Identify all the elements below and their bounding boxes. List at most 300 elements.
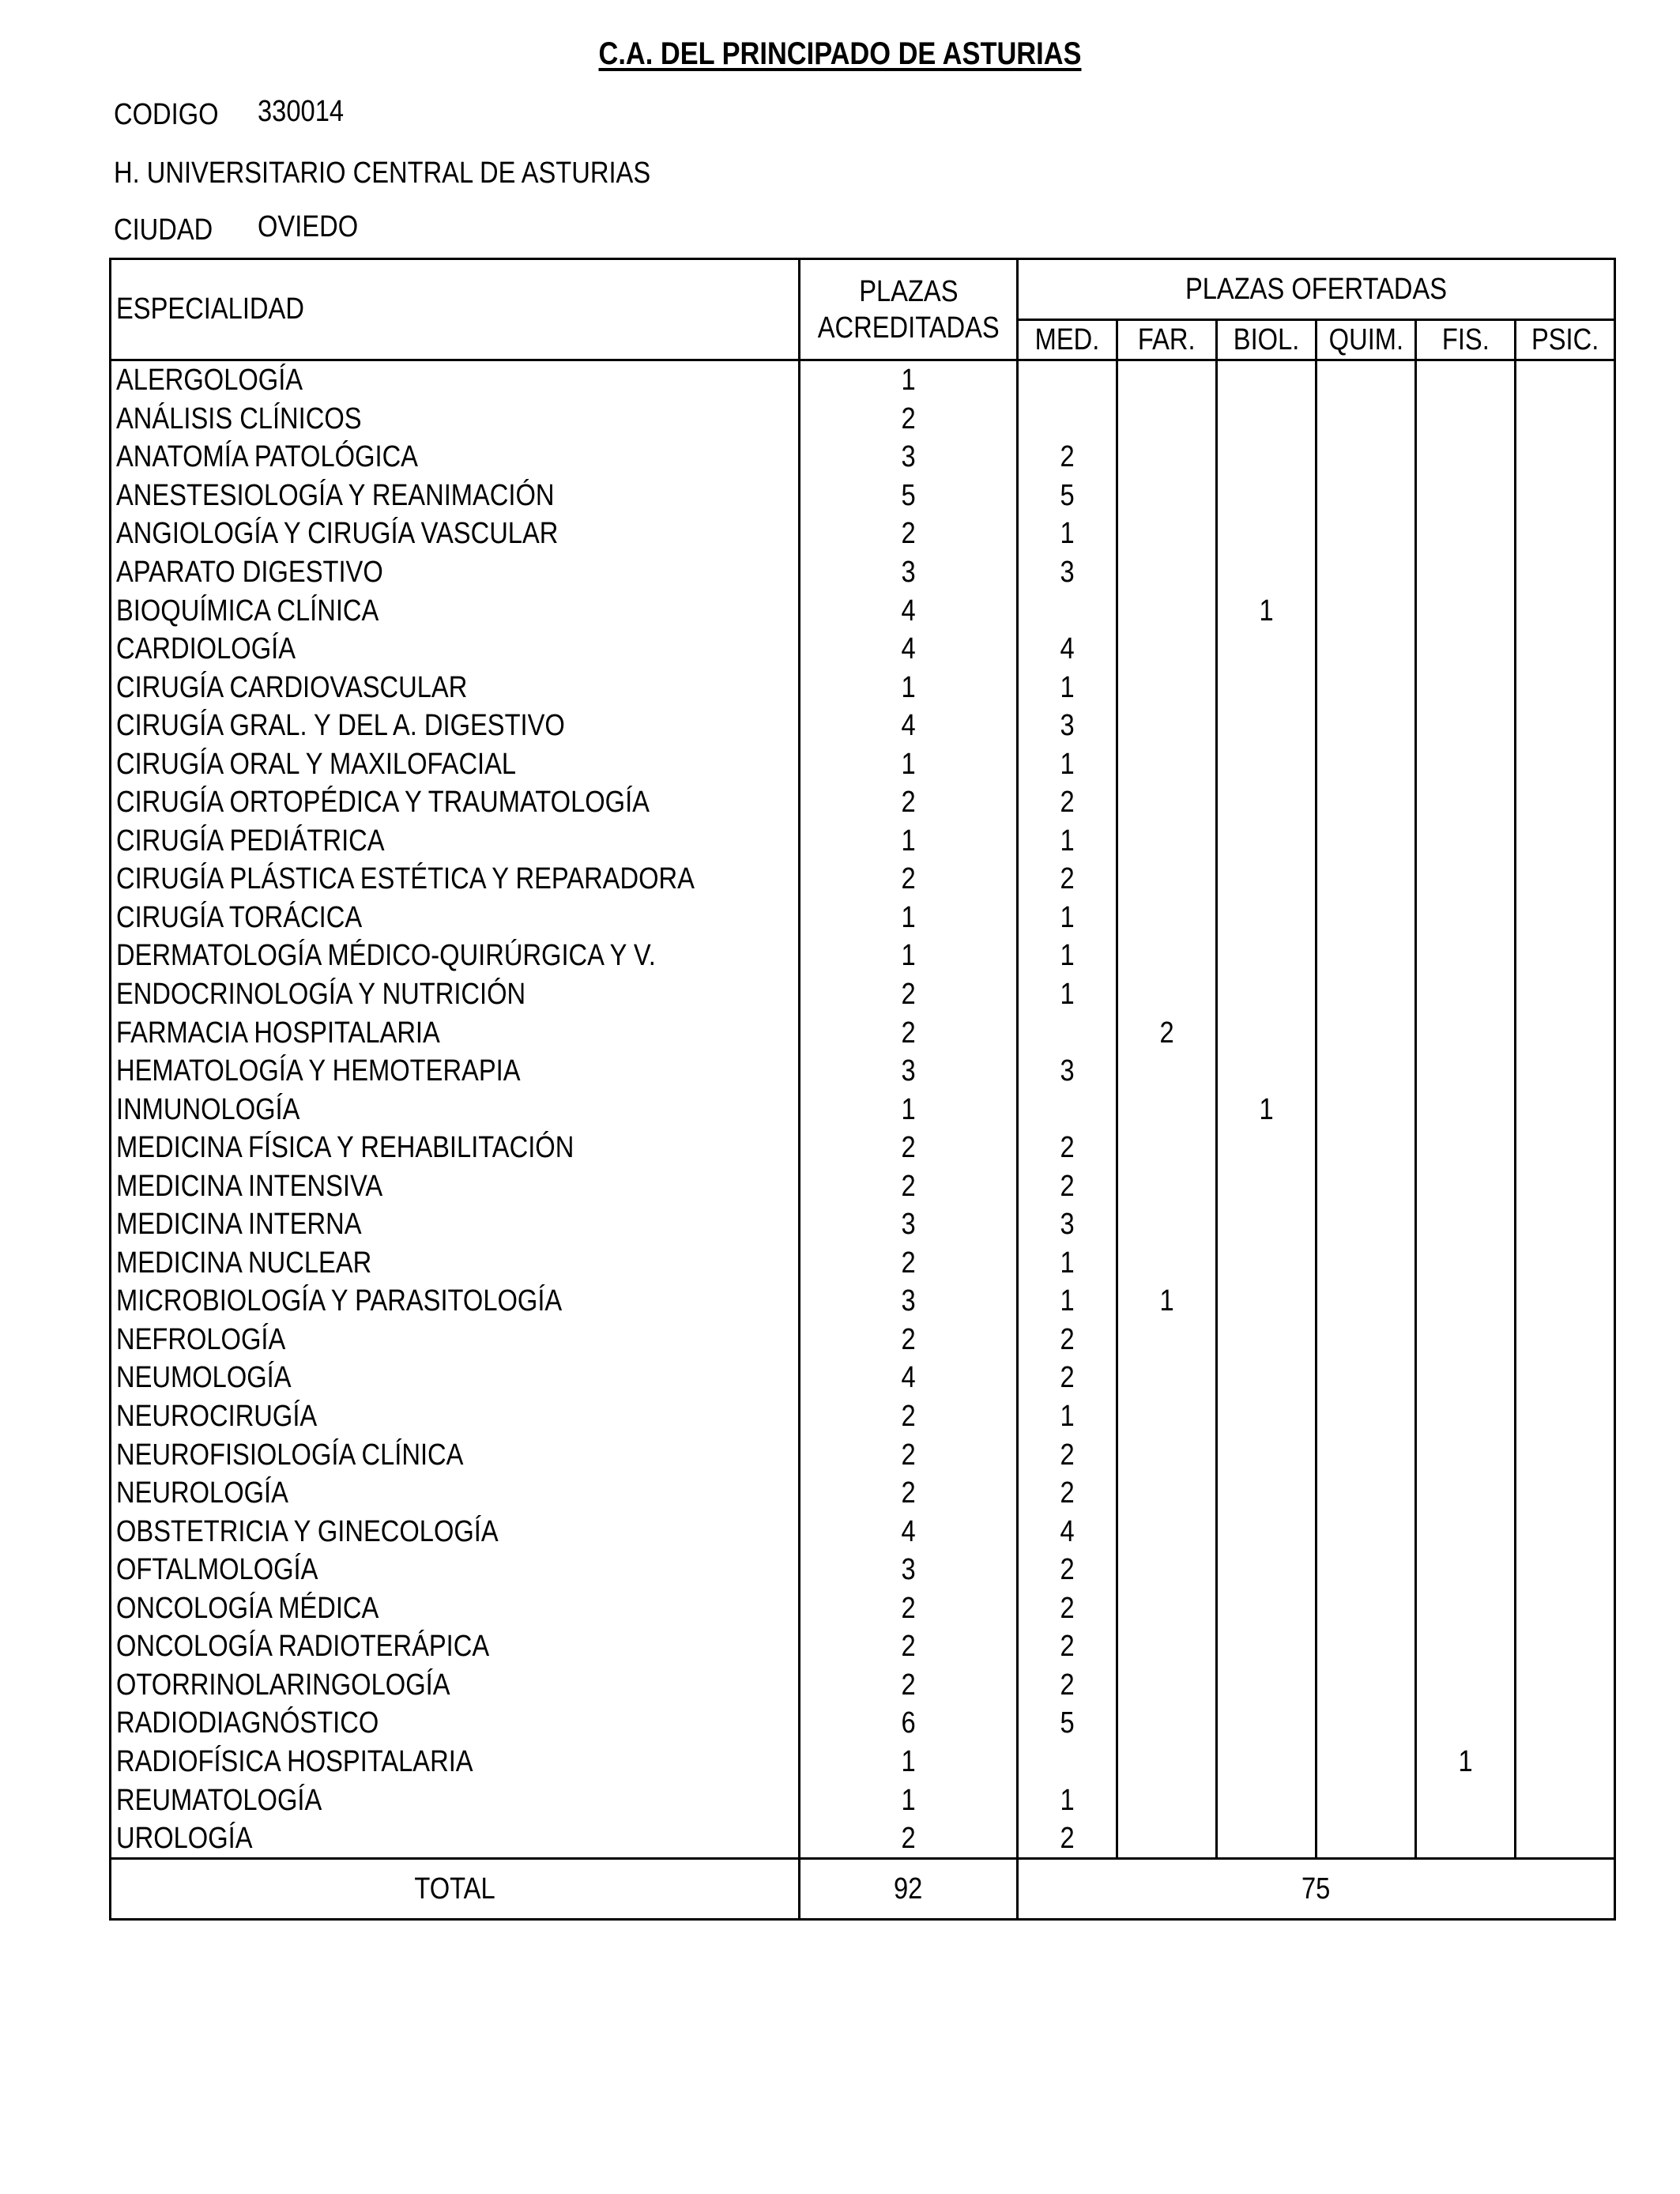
acr-cell: 3 <box>800 1205 1018 1244</box>
far-cell <box>1117 630 1217 669</box>
biol-cell <box>1217 1129 1317 1167</box>
med-cell: 2 <box>1018 1627 1117 1666</box>
fis-cell <box>1416 1435 1516 1474</box>
far-cell <box>1117 1052 1217 1091</box>
acr-cell: 2 <box>800 1397 1018 1436</box>
acr-cell: 2 <box>800 1627 1018 1666</box>
especialidad-cell: ANÁLISIS CLÍNICOS <box>111 400 800 439</box>
especialidad-cell: CIRUGÍA ORAL Y MAXILOFACIAL <box>111 745 800 783</box>
quim-cell <box>1317 591 1416 630</box>
med-cell: 2 <box>1018 1359 1117 1397</box>
psic-cell <box>1516 860 1615 899</box>
quim-cell <box>1317 1512 1416 1551</box>
med-cell: 2 <box>1018 1666 1117 1705</box>
ciudad-label: CIUDAD <box>114 213 213 247</box>
med-cell: 1 <box>1018 515 1117 553</box>
far-cell <box>1117 1781 1217 1819</box>
med-cell <box>1018 1090 1117 1129</box>
far-cell <box>1117 1551 1217 1589</box>
table-row <box>111 745 1615 783</box>
table-row <box>111 707 1615 745</box>
psic-cell <box>1516 783 1615 822</box>
far-cell <box>1117 515 1217 553</box>
especialidad-cell: NEFROLOGÍA <box>111 1321 800 1359</box>
fis-cell: 1 <box>1416 1743 1516 1781</box>
biol-cell <box>1217 1397 1317 1436</box>
quim-cell <box>1317 477 1416 515</box>
acr-cell: 4 <box>800 1359 1018 1397</box>
fis-cell <box>1416 860 1516 899</box>
far-cell <box>1117 1397 1217 1436</box>
psic-cell <box>1516 1359 1615 1397</box>
far-cell <box>1117 1589 1217 1628</box>
header-especialidad: ESPECIALIDAD <box>111 259 800 360</box>
especialidad-cell: CIRUGÍA PEDIÁTRICA <box>111 822 800 861</box>
table-row <box>111 1819 1615 1859</box>
acr-cell: 2 <box>800 1666 1018 1705</box>
acr-cell: 2 <box>800 1589 1018 1628</box>
total-acreditadas: 92 <box>800 1859 1018 1920</box>
table-row <box>111 899 1615 937</box>
especialidad-cell: ANATOMÍA PATOLÓGICA <box>111 438 800 477</box>
far-cell <box>1117 1704 1217 1743</box>
acr-cell: 2 <box>800 1435 1018 1474</box>
table-row <box>111 1435 1615 1474</box>
biol-cell <box>1217 477 1317 515</box>
especialidad-cell: MEDICINA INTERNA <box>111 1205 800 1244</box>
quim-cell <box>1317 1743 1416 1781</box>
especialidad-cell: INMUNOLOGÍA <box>111 1090 800 1129</box>
acr-cell: 2 <box>800 400 1018 439</box>
quim-cell <box>1317 360 1416 400</box>
especialidad-cell: REUMATOLOGÍA <box>111 1781 800 1819</box>
especialidad-cell: OFTALMOLOGÍA <box>111 1551 800 1589</box>
table-row <box>111 1781 1615 1819</box>
fis-cell <box>1416 1397 1516 1436</box>
table-row <box>111 400 1615 439</box>
psic-cell <box>1516 1321 1615 1359</box>
especialidad-cell: CIRUGÍA PLÁSTICA ESTÉTICA Y REPARADORA <box>111 860 800 899</box>
far-cell <box>1117 783 1217 822</box>
psic-cell <box>1516 1282 1615 1321</box>
med-cell: 2 <box>1018 1589 1117 1628</box>
table-row <box>111 1359 1615 1397</box>
far-cell <box>1117 477 1217 515</box>
table-row <box>111 1704 1615 1743</box>
quim-cell <box>1317 1321 1416 1359</box>
far-cell: 1 <box>1117 1282 1217 1321</box>
biol-cell <box>1217 1052 1317 1091</box>
biol-cell <box>1217 1704 1317 1743</box>
far-cell <box>1117 1666 1217 1705</box>
med-cell: 3 <box>1018 553 1117 592</box>
especialidad-cell: ONCOLOGÍA MÉDICA <box>111 1589 800 1628</box>
biol-cell <box>1217 1781 1317 1819</box>
acr-cell: 1 <box>800 1090 1018 1129</box>
psic-cell <box>1516 1819 1615 1859</box>
especialidad-cell: NEUMOLOGÍA <box>111 1359 800 1397</box>
far-cell <box>1117 438 1217 477</box>
table-row <box>111 1321 1615 1359</box>
acr-cell: 1 <box>800 937 1018 975</box>
fis-cell <box>1416 975 1516 1014</box>
acr-cell: 1 <box>800 1743 1018 1781</box>
psic-cell <box>1516 1435 1615 1474</box>
far-cell <box>1117 553 1217 592</box>
biol-cell <box>1217 553 1317 592</box>
quim-cell <box>1317 1282 1416 1321</box>
fis-cell <box>1416 1666 1516 1705</box>
psic-cell <box>1516 1474 1615 1513</box>
far-cell <box>1117 899 1217 937</box>
fis-cell <box>1416 1282 1516 1321</box>
quim-cell <box>1317 1205 1416 1244</box>
acr-cell: 2 <box>800 1129 1018 1167</box>
table-row <box>111 515 1615 553</box>
table-row <box>111 1512 1615 1551</box>
table-row <box>111 783 1615 822</box>
med-cell: 1 <box>1018 937 1117 975</box>
biol-cell <box>1217 1474 1317 1513</box>
biol-cell <box>1217 975 1317 1014</box>
far-cell <box>1117 745 1217 783</box>
biol-cell <box>1217 707 1317 745</box>
far-cell <box>1117 937 1217 975</box>
biol-cell <box>1217 1666 1317 1705</box>
far-cell <box>1117 975 1217 1014</box>
acr-cell: 1 <box>800 745 1018 783</box>
biol-cell <box>1217 515 1317 553</box>
table-row <box>111 553 1615 592</box>
quim-cell <box>1317 1589 1416 1628</box>
biol-cell: 1 <box>1217 1090 1317 1129</box>
table-row <box>111 1397 1615 1436</box>
especialidad-cell: UROLOGÍA <box>111 1819 800 1859</box>
far-cell <box>1117 591 1217 630</box>
psic-cell <box>1516 975 1615 1014</box>
biol-cell <box>1217 1282 1317 1321</box>
especialidad-cell: RADIODIAGNÓSTICO <box>111 1704 800 1743</box>
biol-cell <box>1217 822 1317 861</box>
psic-cell <box>1516 1551 1615 1589</box>
psic-cell <box>1516 1167 1615 1205</box>
biol-cell <box>1217 937 1317 975</box>
far-cell <box>1117 860 1217 899</box>
med-cell: 2 <box>1018 860 1117 899</box>
plazas-table <box>109 258 1616 1921</box>
quim-cell <box>1317 1627 1416 1666</box>
especialidad-cell: ONCOLOGÍA RADIOTERÁPICA <box>111 1627 800 1666</box>
med-cell <box>1018 1013 1117 1052</box>
header-plazas-ofertadas: PLAZAS OFERTADAS <box>1018 259 1615 320</box>
header-sub-column: FIS. <box>1416 320 1516 360</box>
psic-cell <box>1516 553 1615 592</box>
table-row <box>111 668 1615 707</box>
table-row <box>111 860 1615 899</box>
far-cell <box>1117 1743 1217 1781</box>
psic-cell <box>1516 1090 1615 1129</box>
far-cell <box>1117 1819 1217 1859</box>
fis-cell <box>1416 1512 1516 1551</box>
med-cell: 3 <box>1018 1052 1117 1091</box>
psic-cell <box>1516 438 1615 477</box>
especialidad-cell: ENDOCRINOLOGÍA Y NUTRICIÓN <box>111 975 800 1014</box>
quim-cell <box>1317 1052 1416 1091</box>
especialidad-cell: APARATO DIGESTIVO <box>111 553 800 592</box>
table-row <box>111 477 1615 515</box>
fis-cell <box>1416 438 1516 477</box>
fis-cell <box>1416 899 1516 937</box>
far-cell <box>1117 1435 1217 1474</box>
table-row <box>111 975 1615 1014</box>
quim-cell <box>1317 1551 1416 1589</box>
especialidad-cell: FARMACIA HOSPITALARIA <box>111 1013 800 1052</box>
psic-cell <box>1516 1781 1615 1819</box>
quim-cell <box>1317 553 1416 592</box>
fis-cell <box>1416 630 1516 669</box>
fis-cell <box>1416 1704 1516 1743</box>
quim-cell <box>1317 860 1416 899</box>
especialidad-cell: CIRUGÍA TORÁCICA <box>111 899 800 937</box>
med-cell <box>1018 1743 1117 1781</box>
fis-cell <box>1416 477 1516 515</box>
quim-cell <box>1317 438 1416 477</box>
fis-cell <box>1416 1129 1516 1167</box>
table-row <box>111 1589 1615 1628</box>
especialidad-cell: RADIOFÍSICA HOSPITALARIA <box>111 1743 800 1781</box>
quim-cell <box>1317 630 1416 669</box>
acr-cell: 1 <box>800 822 1018 861</box>
fis-cell <box>1416 591 1516 630</box>
med-cell: 2 <box>1018 1474 1117 1513</box>
fis-cell <box>1416 783 1516 822</box>
header-sub-column: MED. <box>1018 320 1117 360</box>
far-cell <box>1117 668 1217 707</box>
fis-cell <box>1416 937 1516 975</box>
far-cell <box>1117 1512 1217 1551</box>
psic-cell <box>1516 937 1615 975</box>
table-row <box>111 360 1615 400</box>
especialidad-cell: DERMATOLOGÍA MÉDICO-QUIRÚRGICA Y V. <box>111 937 800 975</box>
fis-cell <box>1416 1819 1516 1859</box>
acr-cell: 6 <box>800 1704 1018 1743</box>
quim-cell <box>1317 899 1416 937</box>
far-cell <box>1117 1167 1217 1205</box>
fis-cell <box>1416 1205 1516 1244</box>
med-cell: 1 <box>1018 1282 1117 1321</box>
acr-cell: 1 <box>800 899 1018 937</box>
acr-cell: 2 <box>800 860 1018 899</box>
psic-cell <box>1516 1129 1615 1167</box>
codigo-value: 330014 <box>258 95 345 128</box>
acr-cell: 2 <box>800 1167 1018 1205</box>
fis-cell <box>1416 1359 1516 1397</box>
fis-cell <box>1416 745 1516 783</box>
table-row <box>111 1551 1615 1589</box>
especialidad-cell: CIRUGÍA CARDIOVASCULAR <box>111 668 800 707</box>
total-label: TOTAL <box>111 1859 800 1920</box>
table-row <box>111 1090 1615 1129</box>
med-cell <box>1018 400 1117 439</box>
especialidad-cell: MICROBIOLOGÍA Y PARASITOLOGÍA <box>111 1282 800 1321</box>
psic-cell <box>1516 591 1615 630</box>
hospital-name: H. UNIVERSITARIO CENTRAL DE ASTURIAS <box>114 156 651 190</box>
biol-cell <box>1217 438 1317 477</box>
med-cell: 3 <box>1018 707 1117 745</box>
med-cell: 5 <box>1018 477 1117 515</box>
biol-cell <box>1217 1013 1317 1052</box>
quim-cell <box>1317 822 1416 861</box>
psic-cell <box>1516 1013 1615 1052</box>
especialidad-cell: NEUROCIRUGÍA <box>111 1397 800 1436</box>
quim-cell <box>1317 1129 1416 1167</box>
quim-cell <box>1317 400 1416 439</box>
quim-cell <box>1317 1819 1416 1859</box>
fis-cell <box>1416 400 1516 439</box>
psic-cell <box>1516 1244 1615 1283</box>
especialidad-cell: ANESTESIOLOGÍA Y REANIMACIÓN <box>111 477 800 515</box>
especialidad-cell: CIRUGÍA ORTOPÉDICA Y TRAUMATOLOGÍA <box>111 783 800 822</box>
acr-cell: 1 <box>800 1781 1018 1819</box>
table-row <box>111 1244 1615 1283</box>
especialidad-cell: OBSTETRICIA Y GINECOLOGÍA <box>111 1512 800 1551</box>
psic-cell <box>1516 1589 1615 1628</box>
quim-cell <box>1317 1435 1416 1474</box>
quim-cell <box>1317 975 1416 1014</box>
biol-cell <box>1217 1819 1317 1859</box>
med-cell: 2 <box>1018 1167 1117 1205</box>
med-cell: 1 <box>1018 899 1117 937</box>
psic-cell <box>1516 822 1615 861</box>
psic-cell <box>1516 1512 1615 1551</box>
biol-cell <box>1217 899 1317 937</box>
med-cell: 2 <box>1018 1129 1117 1167</box>
acr-cell: 2 <box>800 783 1018 822</box>
quim-cell <box>1317 668 1416 707</box>
far-cell <box>1117 1244 1217 1283</box>
table-row <box>111 822 1615 861</box>
header-sub-column: PSIC. <box>1516 320 1615 360</box>
med-cell: 2 <box>1018 1321 1117 1359</box>
acr-cell: 3 <box>800 553 1018 592</box>
psic-cell <box>1516 1627 1615 1666</box>
fis-cell <box>1416 1781 1516 1819</box>
far-cell <box>1117 707 1217 745</box>
med-cell: 2 <box>1018 783 1117 822</box>
biol-cell <box>1217 1321 1317 1359</box>
acr-cell: 2 <box>800 1321 1018 1359</box>
fis-cell <box>1416 1321 1516 1359</box>
biol-cell <box>1217 1244 1317 1283</box>
fis-cell <box>1416 822 1516 861</box>
far-cell <box>1117 1205 1217 1244</box>
table-row <box>111 1474 1615 1513</box>
acr-cell: 3 <box>800 1052 1018 1091</box>
quim-cell <box>1317 1167 1416 1205</box>
table-row <box>111 1627 1615 1666</box>
table-row <box>111 1167 1615 1205</box>
acr-cell: 2 <box>800 515 1018 553</box>
psic-cell <box>1516 1397 1615 1436</box>
med-cell: 2 <box>1018 1551 1117 1589</box>
header-plazas-acreditadas: PLAZAS ACREDITADAS <box>800 259 1018 360</box>
fis-cell <box>1416 1090 1516 1129</box>
quim-cell <box>1317 515 1416 553</box>
acr-cell: 4 <box>800 707 1018 745</box>
table-row <box>111 1052 1615 1091</box>
header-sub-column: BIOL. <box>1217 320 1317 360</box>
quim-cell <box>1317 937 1416 975</box>
acr-cell: 2 <box>800 975 1018 1014</box>
acr-cell: 2 <box>800 1244 1018 1283</box>
table-row <box>111 1129 1615 1167</box>
fis-cell <box>1416 707 1516 745</box>
fis-cell <box>1416 1013 1516 1052</box>
psic-cell <box>1516 745 1615 783</box>
far-cell <box>1117 1627 1217 1666</box>
far-cell <box>1117 1359 1217 1397</box>
table-row <box>111 1013 1615 1052</box>
psic-cell <box>1516 1666 1615 1705</box>
acr-cell: 2 <box>800 1013 1018 1052</box>
quim-cell <box>1317 1090 1416 1129</box>
psic-cell <box>1516 1205 1615 1244</box>
especialidad-cell: NEUROLOGÍA <box>111 1474 800 1513</box>
biol-cell <box>1217 1435 1317 1474</box>
med-cell: 4 <box>1018 1512 1117 1551</box>
far-cell <box>1117 1474 1217 1513</box>
total-ofertadas: 75 <box>1018 1859 1615 1920</box>
med-cell: 1 <box>1018 1397 1117 1436</box>
quim-cell <box>1317 745 1416 783</box>
especialidad-cell: ANGIOLOGÍA Y CIRUGÍA VASCULAR <box>111 515 800 553</box>
med-cell: 1 <box>1018 668 1117 707</box>
especialidad-cell: NEUROFISIOLOGÍA CLÍNICA <box>111 1435 800 1474</box>
psic-cell <box>1516 515 1615 553</box>
quim-cell <box>1317 707 1416 745</box>
acr-cell: 2 <box>800 1474 1018 1513</box>
psic-cell <box>1516 668 1615 707</box>
especialidad-cell: CARDIOLOGÍA <box>111 630 800 669</box>
table-row <box>111 937 1615 975</box>
fis-cell <box>1416 1167 1516 1205</box>
biol-cell <box>1217 668 1317 707</box>
codigo-label: CODIGO <box>114 98 219 131</box>
biol-cell: 1 <box>1217 591 1317 630</box>
psic-cell <box>1516 630 1615 669</box>
med-cell: 2 <box>1018 438 1117 477</box>
biol-cell <box>1217 783 1317 822</box>
quim-cell <box>1317 1781 1416 1819</box>
med-cell: 2 <box>1018 1435 1117 1474</box>
psic-cell <box>1516 477 1615 515</box>
fis-cell <box>1416 668 1516 707</box>
biol-cell <box>1217 400 1317 439</box>
psic-cell <box>1516 400 1615 439</box>
biol-cell <box>1217 1551 1317 1589</box>
psic-cell <box>1516 1743 1615 1781</box>
fis-cell <box>1416 553 1516 592</box>
far-cell: 2 <box>1117 1013 1217 1052</box>
med-cell: 1 <box>1018 975 1117 1014</box>
acr-cell: 3 <box>800 1282 1018 1321</box>
table-row <box>111 1205 1615 1244</box>
med-cell <box>1018 591 1117 630</box>
quim-cell <box>1317 1013 1416 1052</box>
far-cell <box>1117 400 1217 439</box>
fis-cell <box>1416 515 1516 553</box>
especialidad-cell: HEMATOLOGÍA Y HEMOTERAPIA <box>111 1052 800 1091</box>
